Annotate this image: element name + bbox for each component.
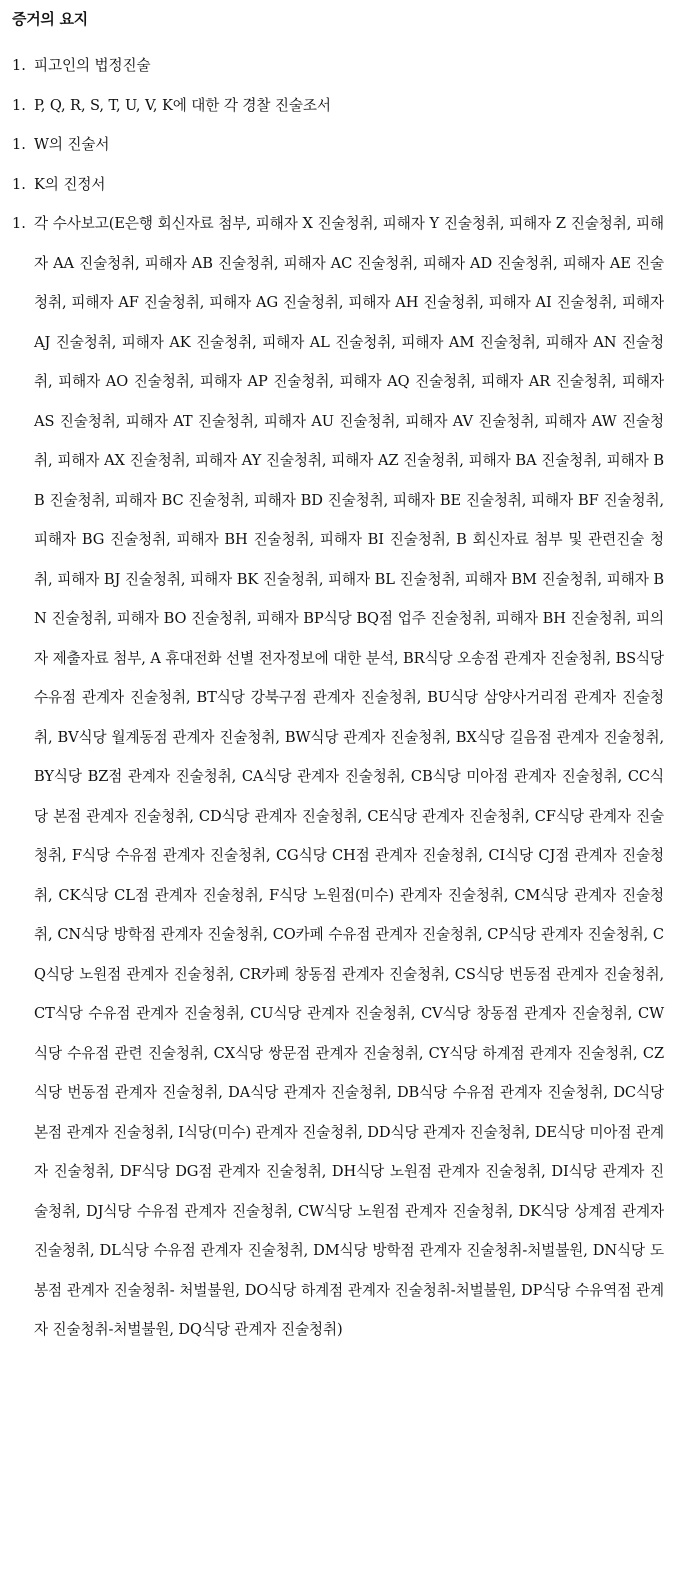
evidence-item-k-petition bbox=[12, 165, 664, 205]
item-number: 1. bbox=[12, 215, 26, 232]
item-number: 1. bbox=[12, 57, 26, 74]
evidence-item-w-statement bbox=[12, 125, 664, 165]
evidence-item-investigation-reports bbox=[12, 204, 664, 1350]
item-text: W의 진술서 bbox=[34, 136, 110, 153]
item-number: 1. bbox=[12, 96, 26, 114]
item-text: P, Q, R, S, T, U, V, K에 대한 각 경찰 진술조서 bbox=[34, 96, 331, 114]
item-number: 1. bbox=[12, 136, 26, 153]
item-text: 피고인의 법정진술 bbox=[34, 57, 151, 74]
item-number: 1. bbox=[12, 175, 26, 193]
document bbox=[12, 6, 664, 1350]
evidence-item-defendant-testimony bbox=[12, 46, 664, 86]
evidence-item-police-statements bbox=[12, 86, 664, 126]
item-text: 각 수사보고(E은행 회신자료 첨부, 피해자 X 진술청취, 피해자 Y 진술청취, 피해자 Z 진술청취, 피해자 AA 진술청취, 피해자 AB 진술청취, 피해자 AC 진술청취, 피해자 AD 진술청취, 피해자 AE 진술청취, 피해자 AF 진술청취, 피해자 AG 진술청취, 피해자 AH 진술청취, 피해자 AI 진술청취, 피해자 AJ 진술청취, 피해자 AK 진술청취, 피해자 AL 진술청취, 피해자 AM 진술청취, 피해자 AN 진술청취, 피해자 AO 진술청취, 피해자 AP 진술청취, 피해자 AQ 진술청취, 피해자 AR 진술청취, 피해자 AS 진술청취, 피해자 AT 진술청취, 피해자 AU 진술청취, 피해자 AV 진술청취, 피해자 AW 진술청취, 피해자 AX 진술청취, 피해자 AY 진술청취, 피해자 AZ 진술청취, 피해자 BA 진술청취, 피해자 BB 진술청취, 피해자 BC 진술청취, 피해자 BD 진술청취, 피해자 BE 진술청취, 피해자 BF 진술청취, 피해자 BG 진술청취, 피해자 BH 진술청취, 피해자 BI 진술청취, B 회신자료 첨부 및 관련진술 청취, 피해자 BJ 진술청취, 피해자 BK 진술청취, 피해자 BL 진술청취, 피해자 BM 진술청취, 피해자 BN 진술청취, 피해자 BO 진술청취, 피해자 BP식당 BQ점 업주 진술청취, 피해자 BH 진술청취, 피의자 제출자료 첨부, A 휴대전화 선별 전자정보에 대한 분석, BR식당 오송점 관계자 진술청취, BS식당 수유점 관계자 진술청취, BT식당 강북구점 관계자 진술청취, BU식당 삼양사거리점 관계자 진술청취, BV식당 월계동점 관계자 진술청취, BW식당 관계자 진술청취, BX식당 길음점 관계자 진술청취, BY식당 BZ점 관계자 진술청취, CA식당 관계자 진술청취, CB식당 미아점 관계자 진술청취, CC식당 본점 관계자 진술청취, CD식당 관계자 진술청취, CE식당 관계자 진술청취, CF식당 관계자 진술청취, F식당 수유점 관계자 진술청취, CG식당 CH점 관계자 진술청취, CI식당 CJ점 관계자 진술청취, CK식당 CL점 관계자 진술청취, F식당 노원점(미수) 관계자 진술청취, CM식당 관계자 진술청취, CN식당 방학점 관계자 진술청취, CO카페 수유점 관계자 진술청취, CP식당 관계자 진술청취, CQ식당 노원점 관계자 진술청취, CR카페 창동점 관계자 진술청취, CS식당 번동점 관계자 진술청취, CT식당 수유점 관계자 진술청취, CU식당 관계자 진술청취, CV식당 창동점 관계자 진술청취, CW식당 수유점 관련 진술청취, CX식당 쌍문점 관계자 진술청취, CY식당 하계점 관계자 진술청취, CZ식당 번동점 관계자 진술청취, DA식당 관계자 진술청취, DB식당 수유점 관계자 진술청취, DC식당 본점 관계자 진술청취, I식당(미수) 관계자 진술청취, DD식당 관계자 진술청취, DE식당 미아점 관계자 진술청취, DF식당 DG점 관계자 진술청취, DH식당 노원점 관계자 진술청취, DI식당 관계자 진술청취, DJ식당 수유점 관계자 진술청취, CW식당 노원점 관계자 진술청취, DK식당 상계점 관계자 진술청취, DL식당 수유점 관계자 진술청취, DM식당 방학점 관계자 진술청취-처벌불원, DN식당 도봉점 관계자 진술청취- 처벌불원, DO식당 하계점 관계자 진술청취-처벌불원, DP식당 수유역점 관계자 진술청취-처벌불원, DQ식당 관계자 진술청취) bbox=[34, 215, 665, 1338]
item-text: K의 진정서 bbox=[34, 175, 106, 193]
document-title: 증거의 요지 bbox=[12, 10, 88, 28]
